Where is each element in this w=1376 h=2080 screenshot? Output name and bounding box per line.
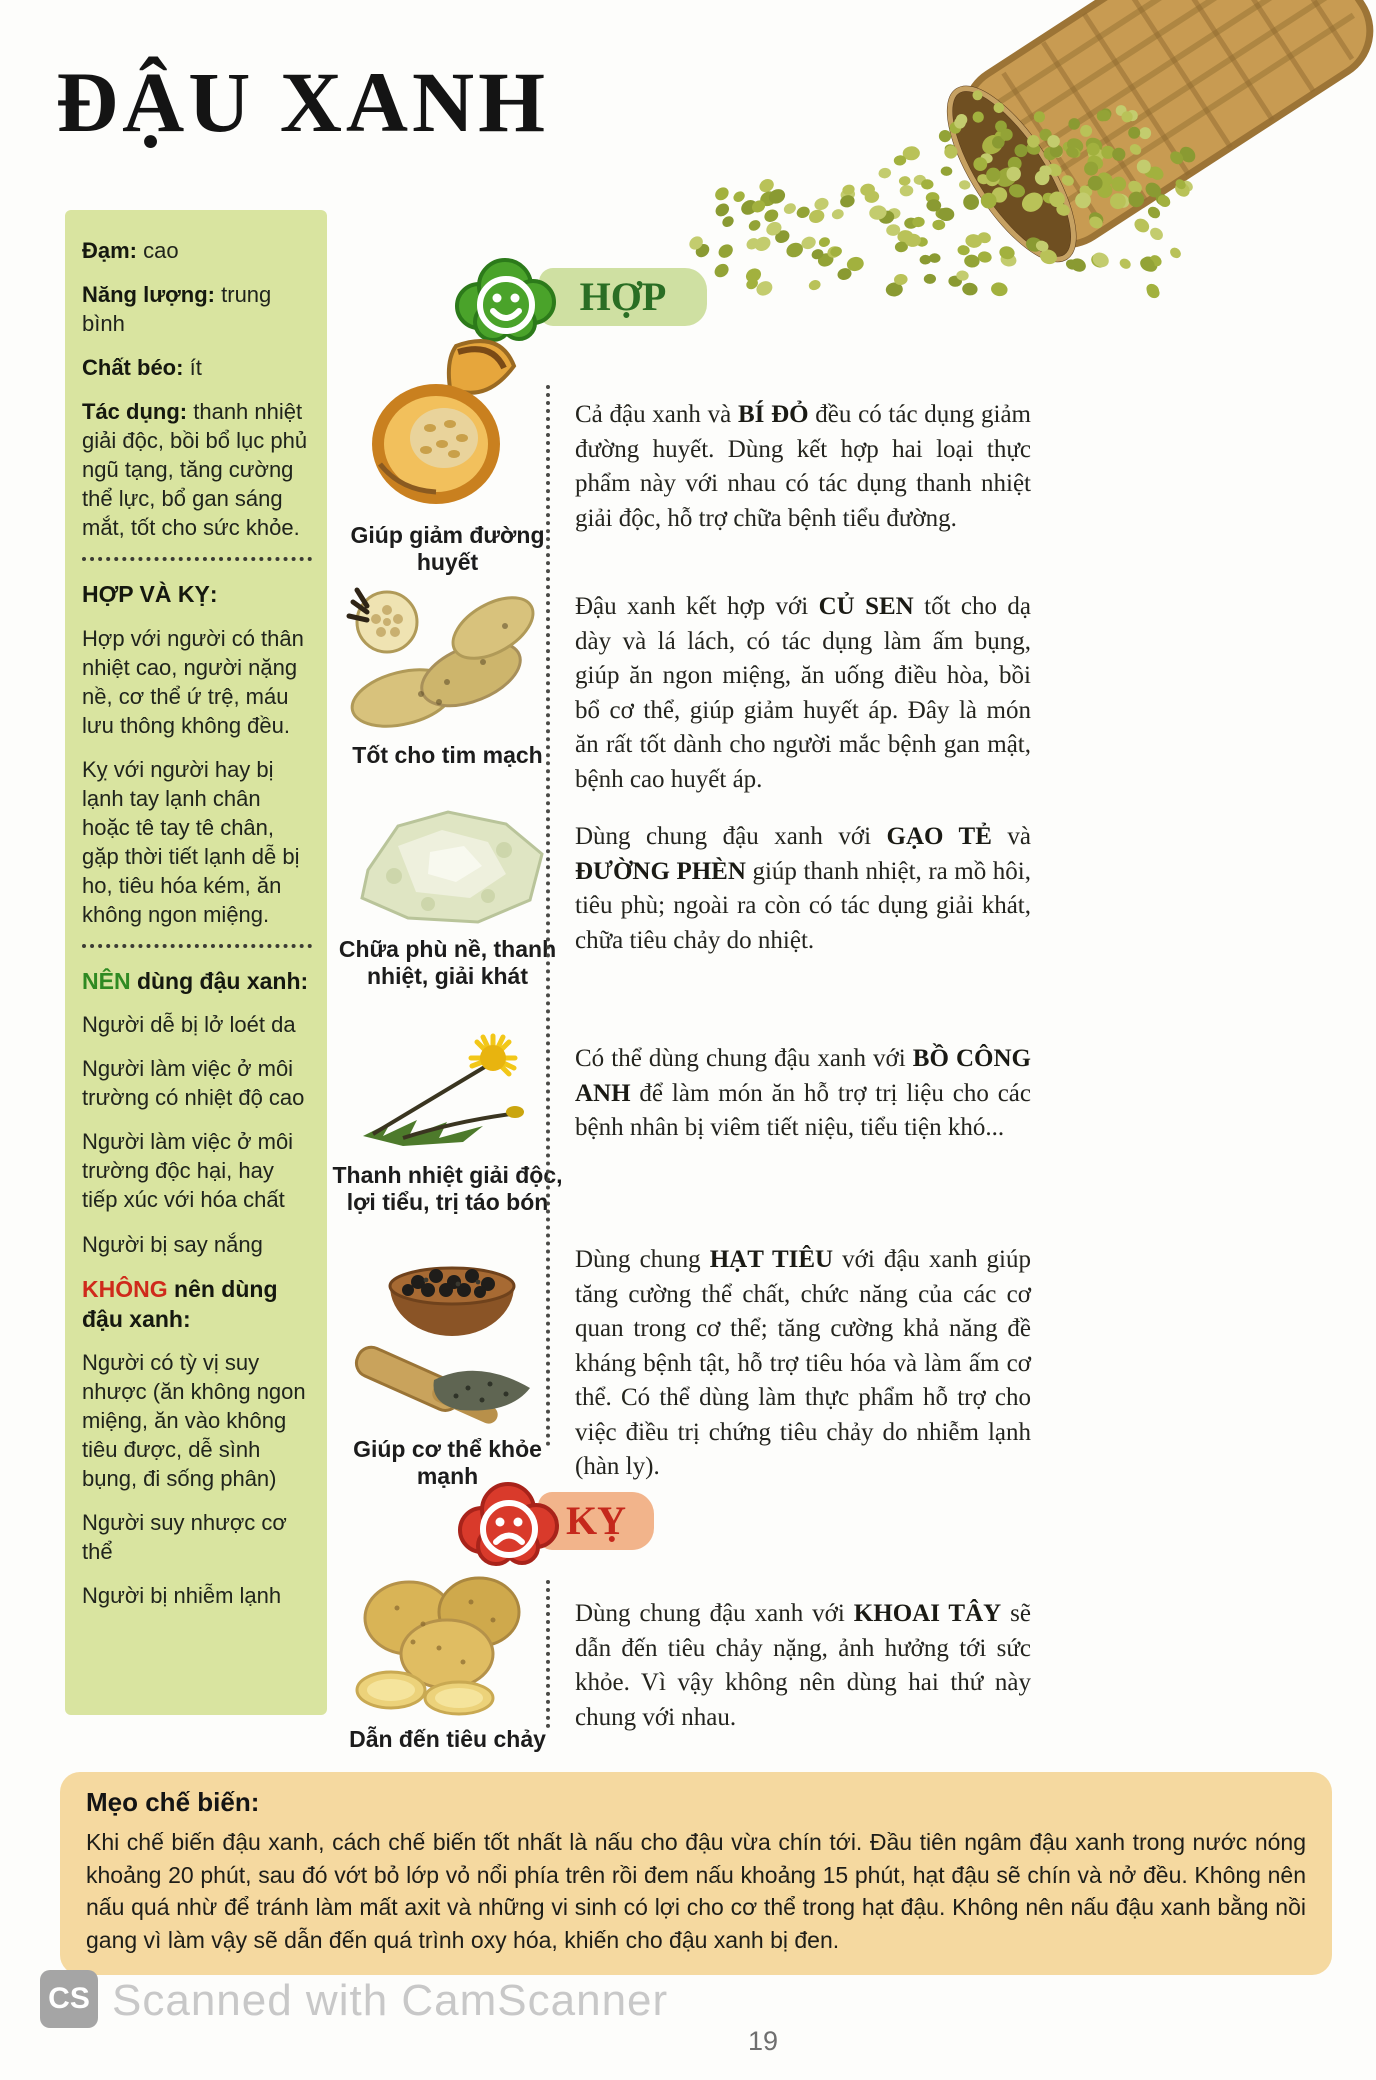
dotted-separator xyxy=(82,557,312,561)
potato-image xyxy=(343,1562,553,1722)
pumpkin-image xyxy=(358,332,538,518)
nen-item: Người làm việc ở môi trường độc hại, hay tiếp xúc với hóa chất xyxy=(82,1129,294,1213)
khong-heading: KHÔNG nên dùng đậu xanh: xyxy=(82,1275,278,1332)
nen-item: Người bị say nắng xyxy=(82,1231,263,1257)
figure-lotus-root: Tốt cho tim mạch xyxy=(330,582,565,769)
figure-rock-sugar: Chữa phù nề, thanh nhiệt, giải khát xyxy=(330,800,565,990)
dotted-column-separator xyxy=(546,385,550,1447)
dotted-separator xyxy=(82,944,312,948)
page-title: ĐẬU XANH xyxy=(56,54,550,150)
khong-item: Người bị nhiễm lạnh xyxy=(82,1583,282,1609)
article-cu-sen: Đậu xanh kết hợp với CỦ SEN tốt cho dạ dày và lá lách, có tác dụng làm ấm bụng, giúp ăn ngon miệng, ăn uống điều hòa, bồi bổ cơ thể, giúp giảm huyết áp. Đây là món ăn rất tốt dành cho người mắc bệnh gan mật, bệnh cao huyết áp. xyxy=(575,593,1031,793)
hop-banner: HỢP xyxy=(539,268,707,326)
fact-effects: Tác dụng: thanh nhiệt giải độc, bồi bổ lục phủ ngũ tạng, tăng cường thể lực, bổ gan sáng mắt, tốt cho sức khỏe. xyxy=(82,399,308,541)
figure-pumpkin: Giúp giảm đường huyết xyxy=(330,332,565,576)
khong-item: Người suy nhược cơ thể xyxy=(82,1510,287,1565)
sad-cloud-icon xyxy=(450,1478,568,1568)
article-bi-do: Cả đậu xanh và BÍ ĐỎ đều có tác dụng giảm đường huyết. Dùng kết hợp hai loại thực phẩm này với nhau có tác dụng thanh nhiệt giải độc, hỗ trợ chữa bệnh tiểu đường. xyxy=(575,401,1031,532)
tips-heading: Mẹo chế biến: xyxy=(86,1787,260,1817)
nen-item: Người dễ bị lở loét da xyxy=(82,1012,296,1038)
nutrition-sidebar xyxy=(65,210,327,1715)
rock-sugar-image xyxy=(338,800,558,932)
dotted-column-separator xyxy=(546,1580,550,1728)
hop-paragraph: Hợp với người có thân nhiệt cao, người nặng nề, cơ thể ứ trệ, máu lưu thông không đều. xyxy=(82,625,304,738)
ky-banner: KỴ xyxy=(538,1492,654,1550)
nen-item: Người làm việc ở môi trường có nhiệt độ cao xyxy=(82,1056,305,1111)
article-khoai-tay: Dùng chung đậu xanh với KHOAI TÂY sẽ dẫn đến tiêu chảy nặng, ảnh hưởng tới sức khỏe. Vì vậy không nên dùng hai thứ này chung với nhau. xyxy=(575,1600,1032,1731)
article-gao-te: Dùng chung đậu xanh với GẠO TẺ và ĐƯỜNG PHÈN giúp thanh nhiệt, ra mồ hôi, tiêu phù; ngoài ra còn có tác dụng giải khát, chữa tiêu chảy do nhiệt. xyxy=(575,823,1032,954)
fact-fat: Chất béo: ít xyxy=(82,355,202,381)
hop-ky-heading: HỢP VÀ KỴ: xyxy=(82,581,218,608)
fact-protein: Đạm: cao xyxy=(82,238,179,263)
mung-beans-basket-photo xyxy=(640,0,1376,300)
dandelion-image xyxy=(343,1018,553,1158)
article-bo-cong-anh: Có thể dùng chung đậu xanh với BỒ CÔNG ANH để làm món ăn hỗ trợ trị liệu cho các bệnh nhân bị viêm tiết niệu, tiểu tiện khó... xyxy=(575,1045,1032,1141)
figure-black-pepper: Giúp cơ thể khỏe mạnh xyxy=(330,1232,565,1490)
khong-item: Người có tỳ vị suy nhược (ăn không ngon miệng, ăn vào không tiêu được, dễ sình bụng, đi sống phân) xyxy=(82,1350,306,1492)
lotus-root-image xyxy=(343,582,553,738)
fact-energy: Năng lượng: trung bình xyxy=(82,282,272,337)
figure-dandelion: Thanh nhiệt giải độc, lợi tiểu, trị táo bón xyxy=(330,1018,565,1216)
pepper-image xyxy=(338,1232,558,1432)
article-hat-tieu: Dùng chung HẠT TIÊU với đậu xanh giúp tăng cường thể chất, chức năng của các cơ quan trong cơ thể; tăng cường khả năng đề kháng bệnh tật, hỗ trợ tiêu hóa và làm ấm cơ thể. Có thể dùng làm thực phẩm hỗ trợ cho việc điều trị chứng tiêu chảy do nhiễm lạnh (hàn ly). xyxy=(575,1246,1032,1480)
page-number: 19 xyxy=(748,2026,779,2056)
camscanner-watermark: Scanned with CamScanner xyxy=(112,1976,669,2025)
camscanner-logo: CS xyxy=(40,1970,98,2028)
nen-heading: NÊN dùng đậu xanh: xyxy=(82,967,309,994)
tips-body: Khi chế biến đậu xanh, cách chế biến tốt nhất là nấu cho đậu vừa chín tới. Đầu tiên ngâm đậu xanh trong nước nóng khoảng 20 phút, sau đó vớt bỏ lớp vỏ nổi phía trên rồi đem nấu khoảng 15 phút, hạt đậu sẽ chín và nở đều. Không nên nấu quá nhừ để tránh làm mất axit và những vi sinh có lợi cho cơ thể trong hạt đậu. Không nên nấu đậu xanh bằng nồi gang vì làm vậy sẽ dẫn đến quá trình oxy hóa, khiến cho đậu xanh bị đen. xyxy=(86,1829,1306,1953)
cooking-tips-box xyxy=(60,1772,1332,1975)
figure-potato: Dẫn đến tiêu chảy xyxy=(330,1562,565,1753)
smiley-cloud-icon xyxy=(447,254,565,344)
ky-paragraph: Kỵ với người hay bị lạnh tay lạnh chân hoặc tê tay tê chân, gặp thời tiết lạnh dễ bị ho, tiêu hóa kém, ăn không ngon miệng. xyxy=(82,756,300,927)
